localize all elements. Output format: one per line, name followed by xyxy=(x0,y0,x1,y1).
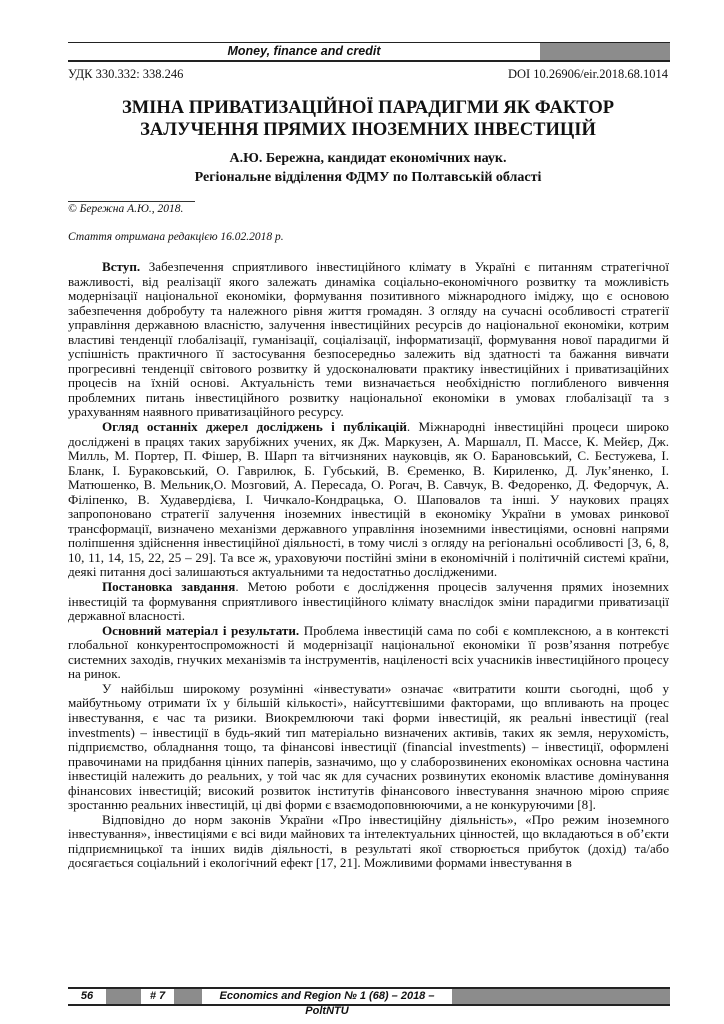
footnote-divider xyxy=(68,201,195,202)
journal-name: Economics and Region № 1 (68) – 2018 – PoltNTU xyxy=(202,989,452,1004)
copyright: © Бережна А.Ю., 2018. xyxy=(68,203,184,215)
received-date: Стаття отримана редакцією 16.02.2018 р. xyxy=(68,231,284,243)
page-number: 56 xyxy=(68,989,106,1004)
paragraph-text: . Міжнародні інвестиційні процеси широко досліджені в працях таких зарубіжних учених, як Дж. Маркузен, А. Маршалл, П. Массе, К. Мейєр, Дж. Милль, М. Портер, П. Фішер, В. Шарп та вітчизняних науковців, як О. Барановський, С. Бестужева, І. Бланк, І. Бураковський, О. Гаврилюк, Б. Губський, В. Єременко, В. Кириленко, Д. Лук’яненко, І. Матюшенко, В. Мельник,О. Мозговий, А. Пересада, О. Рогач, В. Савчук, В. Федоренко, Д. Федорчук, А. Філіпенко, В. Худавердієва, І. Чичкало-Кондрацька, О. Шаповалов та інші. У наукових працях запропоновано стратегії залучення іноземних інвестицій в економіку України в умовах ринкової трансформації, визначено механізми державного управління іноземними інвестиціями, основні напрями поліпшення здійснення інвестиційної діяльності, в тому числі з огляду на регіональні особливості [3, 6, 8, 10, 11, 14, 15, 22, 25 – 29]. Та все ж, ураховуючи постійні зміни в економічній і політичній системі країни, деякі питання досі залишаються актуальними та недостатньо дослідженими. xyxy=(68,419,669,580)
paragraph-lead: Вступ. xyxy=(102,259,141,274)
paragraph-introduction xyxy=(68,260,669,420)
article-body xyxy=(68,260,669,871)
article-meta xyxy=(68,67,668,82)
issue-number: # 7 xyxy=(141,989,174,1004)
paragraph-lead: Основний матеріал і результати. xyxy=(102,622,300,638)
paragraph-text: Проблема інвестицій сама по собі є комплексною, а в контексті глобальної конкурентоспроможності й модернізації національної економіки її розв’язання потребує системних заходів, гнучких механізмів та інструментів, націленості всіх учасників інвестиційного процесу на ринок. xyxy=(68,622,669,682)
paragraph xyxy=(68,682,669,813)
running-footer xyxy=(68,987,670,1017)
paragraph-lead: Постановка завдання xyxy=(102,579,236,595)
authors xyxy=(68,149,668,187)
paragraph-text: Забезпечення сприятливого інвестиційного клімату в Україні є питанням стратегічної важливості, від реалізації якого залежать динаміка соціально-економічного розвитку та можливість модернізації національної економіки, формування позитивного міжнародного іміджу, що є основою забезпечення добробуту та належного рівня життя громадян. З огляду на сучасні особливості стратегії управління державною власністю, залучення інвестиційних ресурсів до національної економіки, котрим властиві тенденції глобалізації, гуманізації, соціалізації, інформатизації, формування нової парадигми й успішність практичного її застосування безпосередньо залежить від здатності та бажання вивчати прогресивні тенденції світового розвитку й удосконалювати практику інвестиційних і приватизаційних процесів на їхній основі. Актуальність теми визначається необхідністю поглибленого вивчення проблемних питань інвестиційного розвитку національної економіки в умовах глобалізації та з урахуванням наявного приватизаційного ресурсу. xyxy=(68,259,669,420)
paragraph-literature-review xyxy=(68,420,669,580)
paragraph-lead: Огляд останніх джерел досліджень і публікацій xyxy=(102,419,407,435)
article-title xyxy=(68,97,668,141)
paragraph-text: Відповідно до норм законів України «Про інвестиційну діяльність», «Про режим іноземного інвестування», інвестиціями є всі види майнових та інтелектуальних цінностей, що вкладаються в об’єкти підприємницької та інших видів діяльності, в результаті якої створюється прибуток (дохід) та/або досягається соціальний і екологічний ефект [17, 21]. Можливими формами інвестування в xyxy=(68,811,669,871)
header-gray-block xyxy=(540,43,670,60)
paragraph xyxy=(68,813,669,871)
affiliation-line: Регіональне відділення ФДМУ по Полтавській області xyxy=(194,170,542,185)
paragraph-main-material xyxy=(68,624,669,682)
footer-gray-block xyxy=(452,989,670,1004)
title-line-2: ЗАЛУЧЕННЯ ПРЯМИХ ІНОЗЕМНИХ ІНВЕСТИЦІЙ xyxy=(140,120,596,140)
title-line-1: ЗМІНА ПРИВАТИЗАЦІЙНОЇ ПАРАДИГМИ ЯК ФАКТОР xyxy=(121,98,615,118)
udk: УДК 330.332: 338.246 xyxy=(68,67,184,81)
journal-section: Money, finance and credit xyxy=(227,44,381,58)
doi: DOI 10.26906/eir.2018.68.1014 xyxy=(507,67,668,81)
footer-gray-block xyxy=(106,989,141,1004)
paragraph-task xyxy=(68,580,669,624)
author-line: А.Ю. Бережна, кандидат економічних наук. xyxy=(229,151,507,166)
footer-gray-block xyxy=(174,989,202,1004)
paragraph-text: . Метою роботи є дослідження процесів залучення прямих іноземних інвестицій та формування сприятливого інвестиційного клімату внаслідок зміни парадигми приватизації державної власності. xyxy=(68,579,669,624)
running-header xyxy=(68,42,670,62)
paragraph-text: У найбільш широкому розумінні «інвестувати» означає «витратити кошти сьогодні, щоб у майбутньому отримати їх у більшій кількості», найсуттєвішими факторами, що впливають на процес інвестування, є час та ризики. Виокремлюючи такі форми інвестицій, як реальні інвестиції (real investments) – інвестиції в будь-який тип матеріально визначених активів, таких як земля, нерухомість, підприємство, обладнання тощо, та фінансові інвестиції (financial investments) – інвестиції, оформлені правочинами на придбання цінних паперів, зазначимо, що у слаборозвинених економіках основна частина інвестицій належить до реальних, у той час як для сучасних розвинутих економік властиве домінування фінансових інвестицій; високий розвиток інститутів фінансового інвестування значною мірою сприяє зростанню реальних інвестицій, ці дві форми є взаємодоповнюючими, а не конкуруючими [8]. xyxy=(68,680,669,813)
